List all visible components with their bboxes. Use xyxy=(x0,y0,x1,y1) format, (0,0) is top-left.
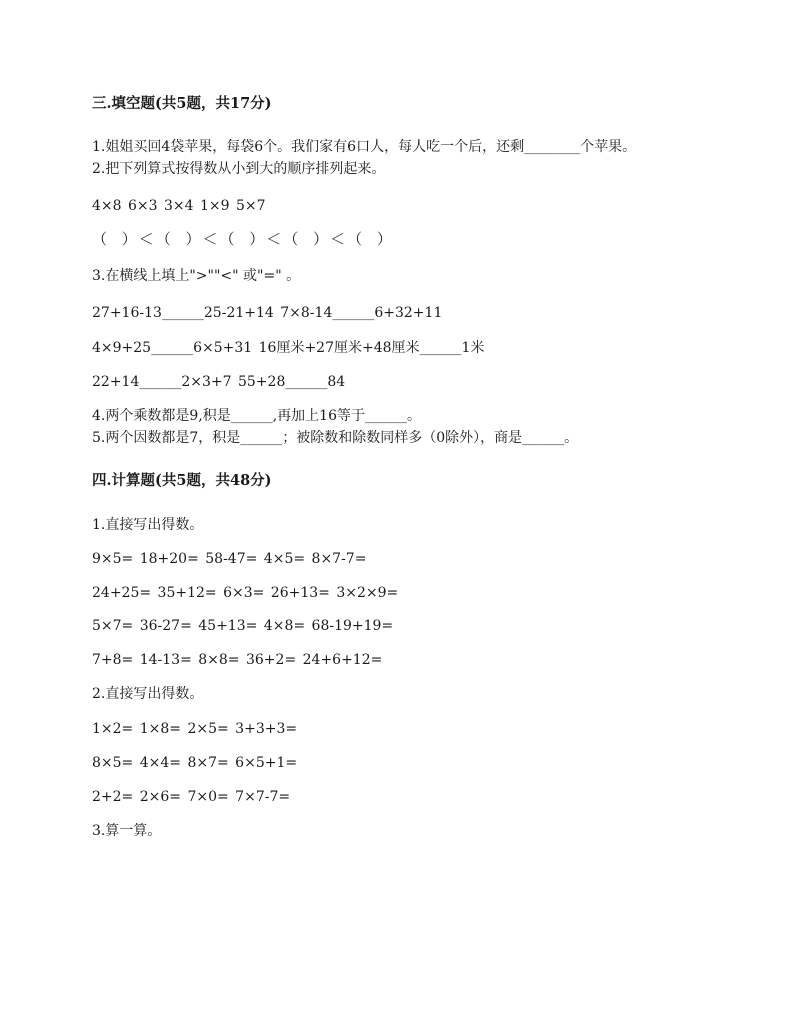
fill-question-2-blanks: （ ）＜（ ）＜（ ）＜（ ）＜（ ） xyxy=(92,230,394,248)
calc-question-3: 3.算一算。 xyxy=(92,823,162,839)
fill-question-2: 2.把下列算式按得数从小到大的顺序排列起来。 xyxy=(92,161,386,177)
fill-question-3-row-1: 27+16-13______25-21+14 7×8-14______6+32+11 xyxy=(92,305,443,321)
fill-question-3: 3.在横线上填上">""<" 或"=" 。 xyxy=(92,268,301,284)
fill-question-2-expressions: 4×8 6×3 3×4 1×9 5×7 xyxy=(92,198,266,214)
calc-question-2-row-1: 1×2= 1×8= 2×5= 3+3+3= xyxy=(92,721,298,737)
calc-question-1-row-3: 5×7= 36-27= 45+13= 4×8= 68-19+19= xyxy=(92,618,394,634)
fill-question-3-row-3: 22+14______2×3+7 55+28______84 xyxy=(92,374,346,390)
section-4-heading: 四.计算题(共5题，共48分) xyxy=(92,472,272,489)
fill-question-1: 1.姐姐买回4袋苹果，每袋6个。我们家有6口人，每人吃一个后，还剩________个苹果。 xyxy=(92,139,637,155)
calc-question-2: 2.直接写出得数。 xyxy=(92,686,204,702)
fill-question-4: 4.两个乘数都是9,积是______,再加上16等于______。 xyxy=(92,408,421,424)
calc-question-1-row-2: 24+25= 35+12= 6×3= 26+13= 3×2×9= xyxy=(92,585,399,601)
fill-question-5: 5.两个因数都是7，积是______；被除数和除数同样多（0除外），商是______。 xyxy=(92,430,579,446)
calc-question-2-row-2: 8×5= 4×4= 8×7= 6×5+1= xyxy=(92,755,298,771)
fill-question-3-row-2: 4×9+25______6×5+31 16厘米+27厘米+48厘米______1米 xyxy=(92,340,485,356)
calc-question-1-row-4: 7+8= 14-13= 8×8= 36+2= 24+6+12= xyxy=(92,652,383,668)
section-3-heading: 三.填空题(共5题，共17分) xyxy=(92,95,272,112)
calc-question-2-row-3: 2+2= 2×6= 7×0= 7×7-7= xyxy=(92,789,291,805)
calc-question-1: 1.直接写出得数。 xyxy=(92,517,204,533)
calc-question-1-row-1: 9×5= 18+20= 58-47= 4×5= 8×7-7= xyxy=(92,551,367,567)
